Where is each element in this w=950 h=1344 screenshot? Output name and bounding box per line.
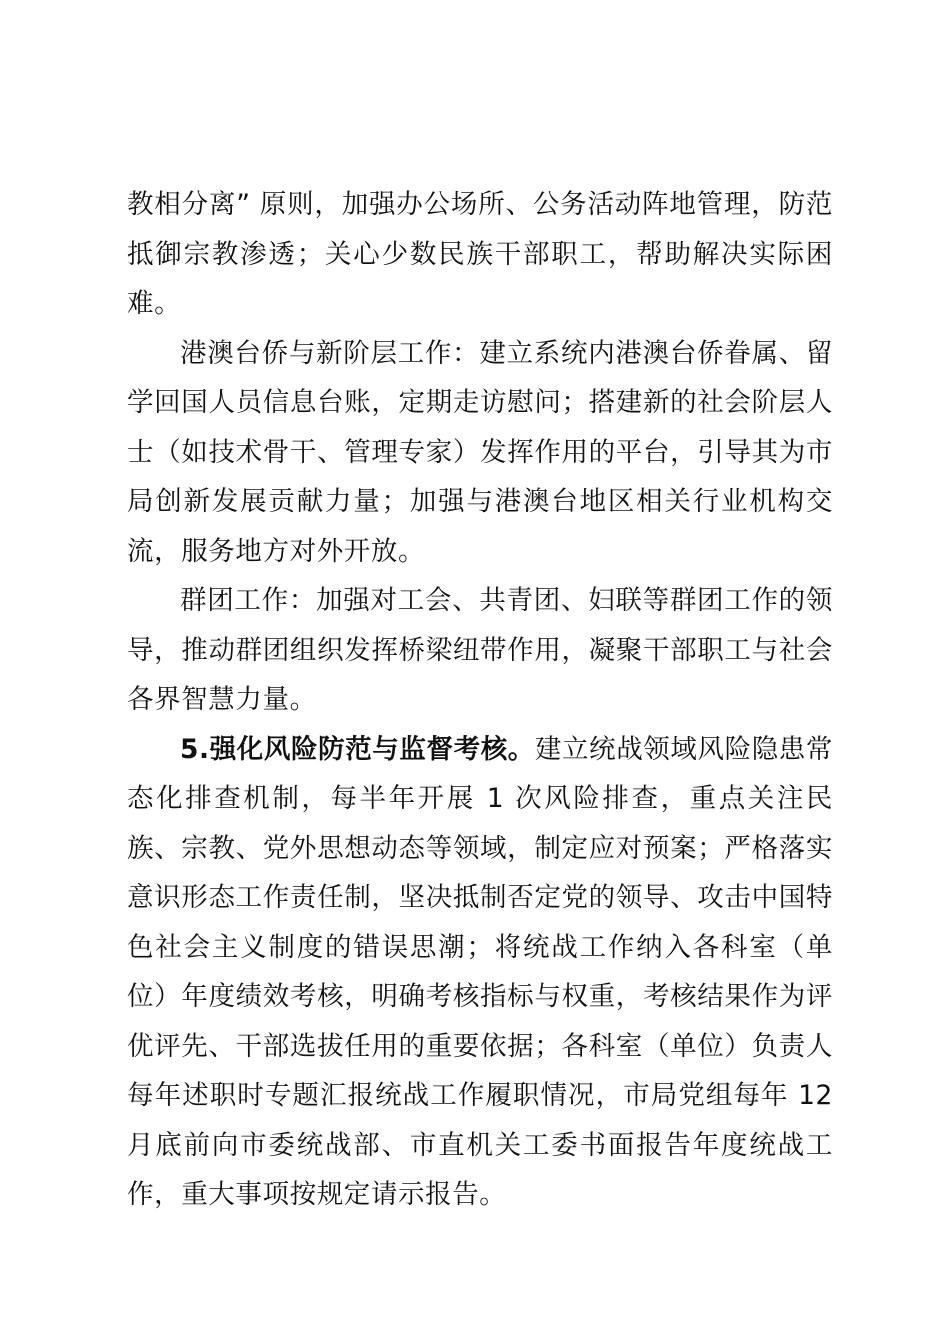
paragraph-risk-prevention	[127, 725, 833, 1220]
paragraph-mass-group-work	[127, 576, 833, 725]
document-page	[127, 180, 833, 1220]
paragraph-text: 港澳台侨与新阶层工作：建立系统内港澳台侨眷属、留学回国人员信息台账，定期走访慰问；搭建新的社会阶层人士（如技术骨干、管理专家）发挥作用的平台，引导其为市局创新发展贡献力量；加强与港澳台地区相关行业机构交流，服务地方对外开放。	[127, 337, 833, 567]
paragraph-religion-continuation	[127, 180, 833, 329]
section-heading: 5.强化风险防范与监督考核。	[180, 733, 535, 765]
paragraph-text: 建立统战领域风险隐患常态化排查机制，每半年开展 1 次风险排查，重点关注民族、宗教、党外思想动态等领域，制定应对预案；严格落实意识形态工作责任制，坚决抵制否定党的领导、攻击中国特色社会主义制度的错误思潮；将统战工作纳入各科室（单位）年度绩效考核，明确考核指标与权重，考核结果作为评优评先、干部选拔任用的重要依据；各科室（单位）负责人每年述职时专题汇报统战工作履职情况，市局党组每年 12 月底前向市委统战部、市直机关工委书面报告年度统战工作，重大事项按规定请示报告。	[127, 733, 834, 1210]
paragraph-text: 教相分离” 原则，加强办公场所、公务活动阵地管理，防范抵御宗教渗透；关心少数民族干部职工，帮助解决实际困难。	[127, 189, 833, 319]
paragraph-text: 群团工作：加强对工会、共青团、妇联等群团工作的领导，推动群团组织发挥桥梁纽带作用，凝聚干部职工与社会各界智慧力量。	[127, 585, 833, 715]
paragraph-hk-macao-taiwan-work	[127, 329, 833, 577]
